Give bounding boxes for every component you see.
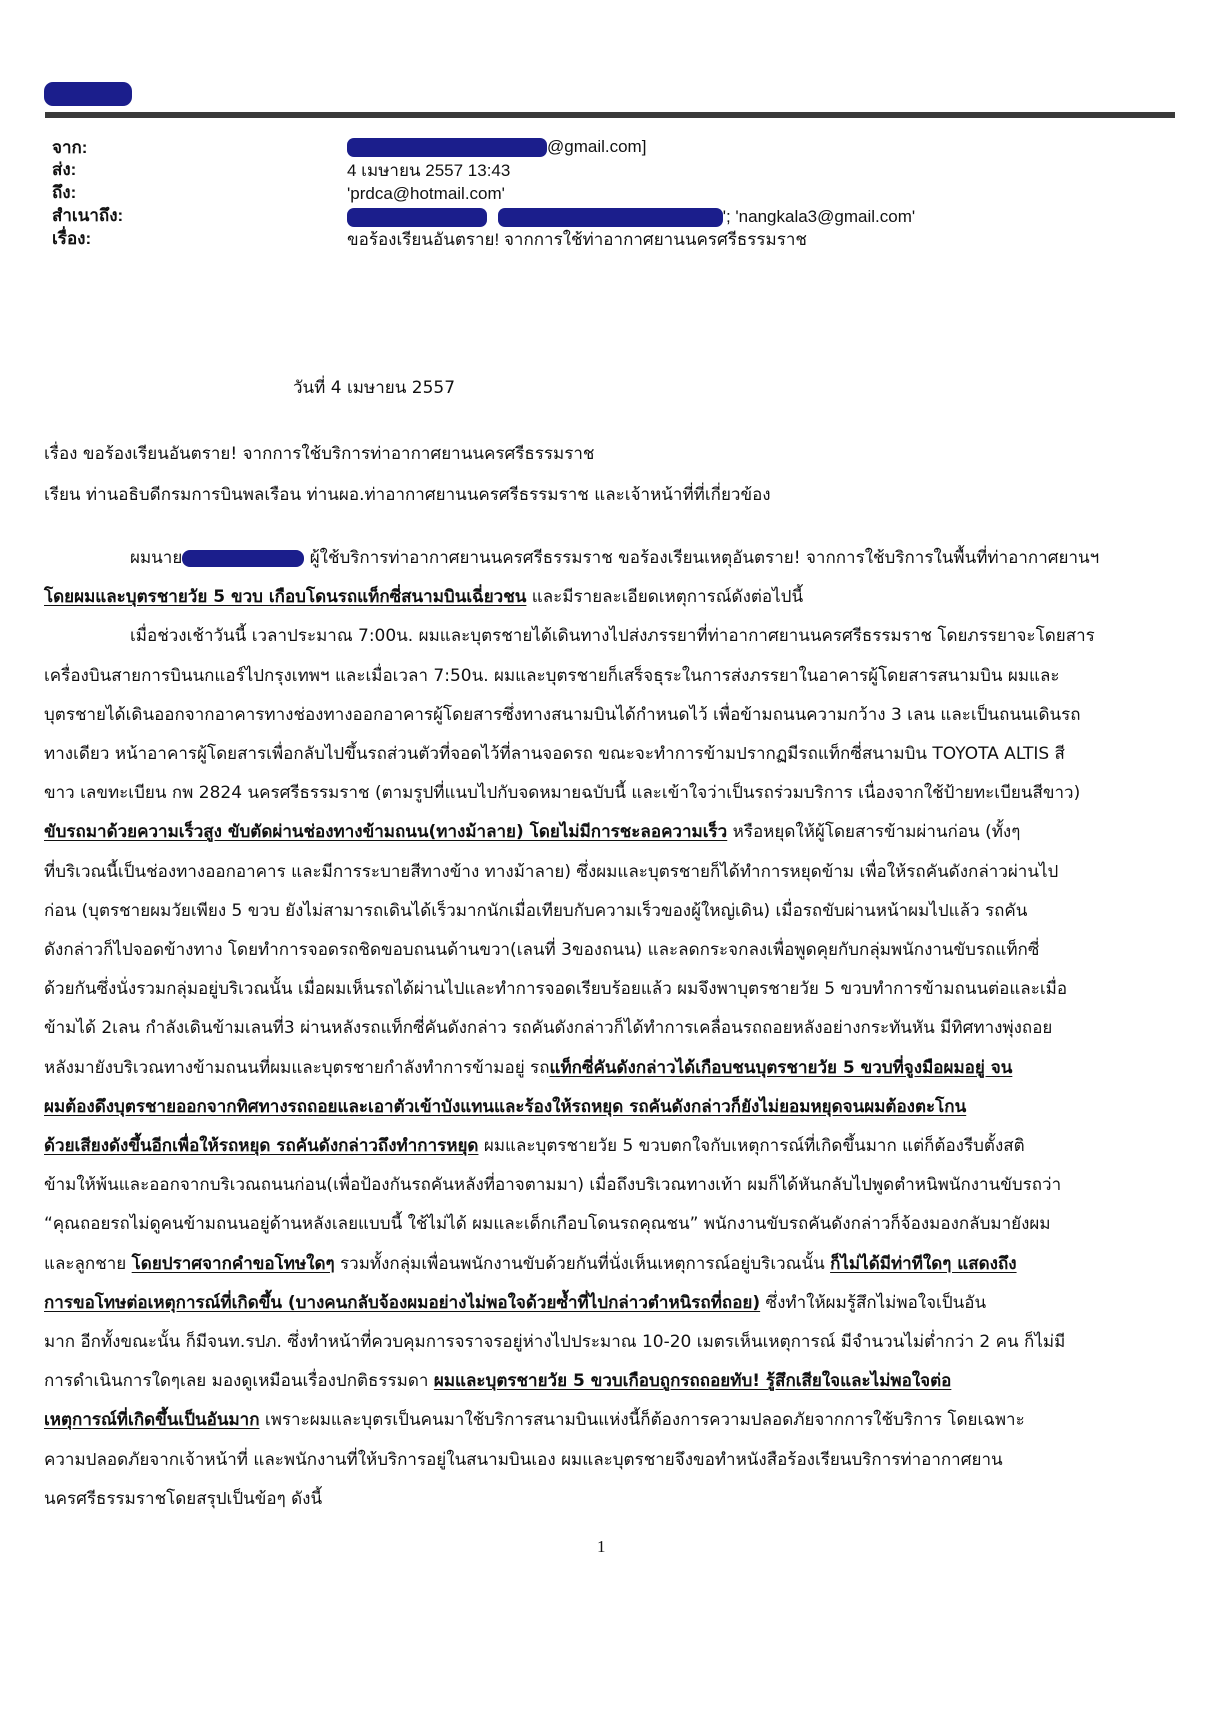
header-to-value: 'prdca@hotmail.com' (347, 184, 505, 203)
page-number: 1 (597, 1537, 606, 1556)
emphasis-text: ผมและบุตรชายวัย 5 ขวบเกือบถูกรถถอยทับ! รู้สึกเสียใจและไม่พอใจต่อ (433, 1371, 952, 1392)
header-cc-value (347, 207, 915, 227)
body-text: บุตรชายได้เดินออกจากอาคารทางช่องทางออกอาคารผู้โดยสารซึ่งทางสนามบินได้กำหนดไว้ เพื่อข้ามถนนความกว้าง 3 เลน และเป็นถนนเดินรถ (44, 704, 1081, 725)
body-line (44, 1056, 1012, 1080)
body-line (44, 820, 1020, 844)
header-label-to: ถึง: (52, 183, 77, 202)
body-text: ข้ามได้ 2เลน กำลังเดินข้ามเลนที่3 ผ่านหลังรถแท็กซี่คันดังกล่าว รถคันดังกล่าวก็ได้ทำการเคลื่อนรถถอยหลังอย่างกระทันหัน มีทิศทางพุ่งถอย (44, 1018, 1053, 1039)
body-text: ผู้ใช้บริการท่าอากาศยานนครศรีธรรมราช ขอร้องเรียนเหตุอันตราย! จากการใช้บริการในพื้นที่ท่าอากาศยานฯ (304, 548, 1100, 568)
body-text: หรือหยุดให้ผู้โดยสารข้ามผ่านก่อน (ทั้งๆ (727, 822, 1021, 843)
body-line (44, 1134, 1025, 1158)
body-text: และมีรายละเอียดเหตุการณ์ดังต่อไปนี้ (526, 587, 804, 608)
body-text: ซึ่งทำให้ผมรู้สึกไม่พอใจเป็นอัน (760, 1292, 987, 1313)
body-text: ผมนาย (130, 548, 183, 568)
header-sent-value: 4 เมษายน 2557 13:43 (347, 161, 511, 180)
body-line (44, 664, 1060, 688)
emphasis-text: ผมต้องดึงบุตรชายออกจากทิศทางรถถอยและเอาตัวเข้าบังแทนและร้องให้รถหยุด รถคันดังกล่าวก็ยังไม่ยอมหยุดจนผมต้องตะโกน (44, 1096, 967, 1117)
body-text: การดำเนินการใดๆเลย มองดูเหมือนเรื่องปกติธรรมดา (44, 1371, 434, 1392)
letter-subject: เรื่อง ขอร้องเรียนอันตราย! จากการใช้บริการท่าอากาศยานนครศรีธรรมราช (44, 444, 595, 464)
body-line (44, 1487, 322, 1511)
body-text: ผมและบุตรชายวัย 5 ขวบตกใจกับเหตุการณ์ที่เกิดขึ้นมาก แต่ก็ต้องรีบตั้งสติ (478, 1136, 1025, 1156)
body-line (44, 1095, 966, 1119)
emphasis-text: การขอโทษต่อเหตุการณ์ที่เกิดขึ้น (บางคนกลับจ้องผมอย่างไม่พอใจด้วยซ้ำที่ไปกล่าวตำหนิรถที่ถอย) (44, 1292, 761, 1313)
body-text: มาก อีกทั้งขณะนั้น ก็มีจนท.รปภ. ซึ่งทำหน้าที่ควบคุมการจราจรอยู่ห่างไปประมาณ 10-20 เมตรเห็นเหตุการณ์ มีจำนวนไม่ต่ำกว่า 2 คน ก็ไม่มี (44, 1332, 1066, 1352)
emphasis-text: ก็ไม่ได้มีท่าทีใดๆ แสดงถึง (830, 1253, 1017, 1274)
body-text: ทางเดียว หน้าอาคารผู้โดยสารเพื่อกลับไปขึ้นรถส่วนตัวที่จอดไว้ที่ลานจอดรถ ขณะจะทำการข้ามปรากฏมีรถแท็กซี่สนามบิน TOYOTA ALTIS สี (44, 744, 1065, 764)
body-line (44, 1212, 1051, 1236)
body-line (130, 546, 1099, 570)
redaction-mark (347, 138, 547, 157)
redaction-mark (347, 208, 487, 227)
header-from-value (347, 137, 646, 157)
body-text: ข้ามให้พ้นและออกจากบริเวณถนนก่อน(เพื่อป้องกันรถคันหลังที่อาจตามมา) เมื่อถึงบริเวณทางเท้า ผมก็ได้หันกลับไปพูดตำหนิพนักงานขับรถว่า (44, 1175, 1062, 1196)
body-line (44, 742, 1065, 766)
emphasis-text: ด้วยเสียงดังขึ้นอีกเพื่อให้รถหยุด รถคันดังกล่าวถึงทำการหยุด (44, 1136, 479, 1156)
body-line (44, 1016, 1052, 1040)
body-line (44, 1252, 1017, 1276)
body-text: รวมทั้งกลุ่มเพื่อนพนักงานขับด้วยกันที่นั่งเห็นเหตุการณ์อยู่บริเวณนั้น (334, 1253, 831, 1274)
body-text: และลูกชาย (44, 1253, 132, 1274)
emphasis-text: แท็กซี่คันดังกล่าวได้เกือบชนบุตรชายวัย 5 ขวบที่จูงมือผมอยู่ จน (549, 1057, 1013, 1078)
header-subject-value: ขอร้องเรียนอันตราย! จากการใช้ท่าอากาศยานนครศรีธรรมราช (347, 230, 807, 249)
body-line (44, 1448, 1003, 1472)
body-line (44, 1291, 986, 1315)
emphasis-text: โดยปราศจากคำขอโทษใดๆ (131, 1253, 335, 1274)
emphasis-text: โดยผมและบุตรชายวัย 5 ขวบ เกือบโดนรถแท็กซี่สนามบินเฉี่ยวชน (44, 587, 527, 608)
header-rule (45, 112, 1175, 118)
body-line (44, 703, 1081, 727)
body-text: ด้วยกันซึ่งนั่งรวมกลุ่มอยู่บริเวณนั้น เมื่อผมเห็นรถได้ผ่านไปและทำการจอดเรียบร้อยแล้ว ผมจึงพาบุตรชายวัย 5 ขวบทำการข้ามถนนต่อและเมื่อ (44, 979, 1068, 1000)
body-line (130, 624, 1095, 648)
emphasis-text: ขับรถมาด้วยความเร็วสูง ขับตัดผ่านช่องทางข้ามถนน(ทางม้าลาย) โดยไม่มีการชะลอความเร็ว (44, 822, 728, 843)
body-text: เมื่อช่วงเช้าวันนี้ เวลาประมาณ 7:00น. ผมและบุตรชายได้เดินทางไปส่งภรรยาที่ท่าอากาศยานนครศรีธรรมราช โดยภรรยาจะโดยสาร (130, 626, 1095, 647)
body-text: นครศรีธรรมราชโดยสรุปเป็นข้อๆ ดังนี้ (44, 1488, 323, 1509)
body-line (44, 781, 1080, 805)
body-line (44, 938, 1039, 962)
body-line (44, 1408, 1025, 1432)
body-line (44, 977, 1067, 1001)
body-line (44, 585, 803, 609)
body-text: “คุณถอยรถไม่ดูคนข้ามถนนอยู่ด้านหลังเลยแบบนี้ ใช้ไม่ได้ ผมและเด็กเกือบโดนรถคุณชน” พนักงานขับรถคันดังกล่าวก็จ้องมองกลับมายังผม (44, 1214, 1051, 1235)
letter-date: วันที่ 4 เมษายน 2557 (293, 378, 456, 398)
body-text: ที่บริเวณนี้เป็นช่องทางออกอาคาร และมีการระบายสีทางข้าง ทางม้าลาย) ซึ่งผมและบุตรชายก็ได้ทำการหยุดข้าม เพื่อให้รถคันดังกล่าวผ่านไป (44, 861, 1059, 882)
body-text: ดังกล่าวก็ไปจอดข้างทาง โดยทำการจอดรถชิดขอบถนนด้านขวา(เลนที่ 3ของถนน) และลดกระจกลงเพื่อพูดคุยกับกลุ่มพนักงานขับรถแท็กซี่ (44, 940, 1040, 960)
body-line (44, 1369, 951, 1393)
body-text: ขาว เลขทะเบียน กพ 2824 นครศรีธรรมราช (ตามรูปที่แนบไปกับจดหมายฉบับนี้ และเข้าใจว่าเป็นรถร่วมบริการ เนื่องจากใช้ป้ายทะเบียนสีขาว) (44, 783, 1081, 804)
header-label-from: จาก: (52, 138, 88, 157)
body-text: ก่อน (บุตรชายผมวัยเพียง 5 ขวบ ยังไม่สามารถเดินได้เร็วมากนักเมื่อเทียบกับความเร็วของผู้ใหญ่เดิน) เมื่อรถขับผ่านหน้าผมไปแล้ว รถคัน (44, 900, 1028, 921)
redaction-mark (44, 82, 132, 106)
header-label-cc: สำเนาถึง: (52, 206, 124, 225)
body-text: เพราะผมและบุตรเป็นคนมาใช้บริการสนามบินแห่งนี้ก็ต้องการความปลอดภัยจากการใช้บริการ โดยเฉพาะ (259, 1410, 1025, 1431)
redaction-mark (182, 550, 304, 567)
body-text: เครื่องบินสายการบินนกแอร์ไปกรุงเทพฯ และเมื่อเวลา 7:50น. ผมและบุตรชายก็เสร็จธุระในการส่งภรรยาในอาคารผู้โดยสารสนามบิน ผมและ (44, 665, 1060, 686)
header-label-subject: เรื่อง: (52, 229, 92, 248)
cc-email-suffix: '; 'nangkala3@gmail.com' (722, 207, 916, 226)
redaction-mark (498, 208, 723, 227)
body-line (44, 1330, 1065, 1354)
letter-salutation: เรียน ท่านอธิบดีกรมการบินพลเรือน ท่านผอ.ท่าอากาศยานนครศรีธรรมราช และเจ้าหน้าที่ที่เกี่ยวข้อง (44, 485, 771, 505)
body-line (44, 860, 1058, 884)
body-line (44, 899, 1027, 923)
header-label-sent: ส่ง: (52, 160, 77, 179)
body-line (44, 1173, 1061, 1197)
from-email-suffix: @gmail.com] (547, 137, 647, 156)
body-text: หลังมายังบริเวณทางข้ามถนนที่ผมและบุตรชายกำลังทำการข้ามอยู่ รถ (44, 1057, 550, 1078)
body-text: ความปลอดภัยจากเจ้าหน้าที่ และพนักงานที่ให้บริการอยู่ในสนามบินเอง ผมและบุตรชายจึงขอทำหนังสือร้องเรียนบริการท่าอากาศยาน (44, 1449, 1003, 1470)
emphasis-text: เหตุการณ์ที่เกิดขึ้นเป็นอันมาก (44, 1410, 260, 1431)
